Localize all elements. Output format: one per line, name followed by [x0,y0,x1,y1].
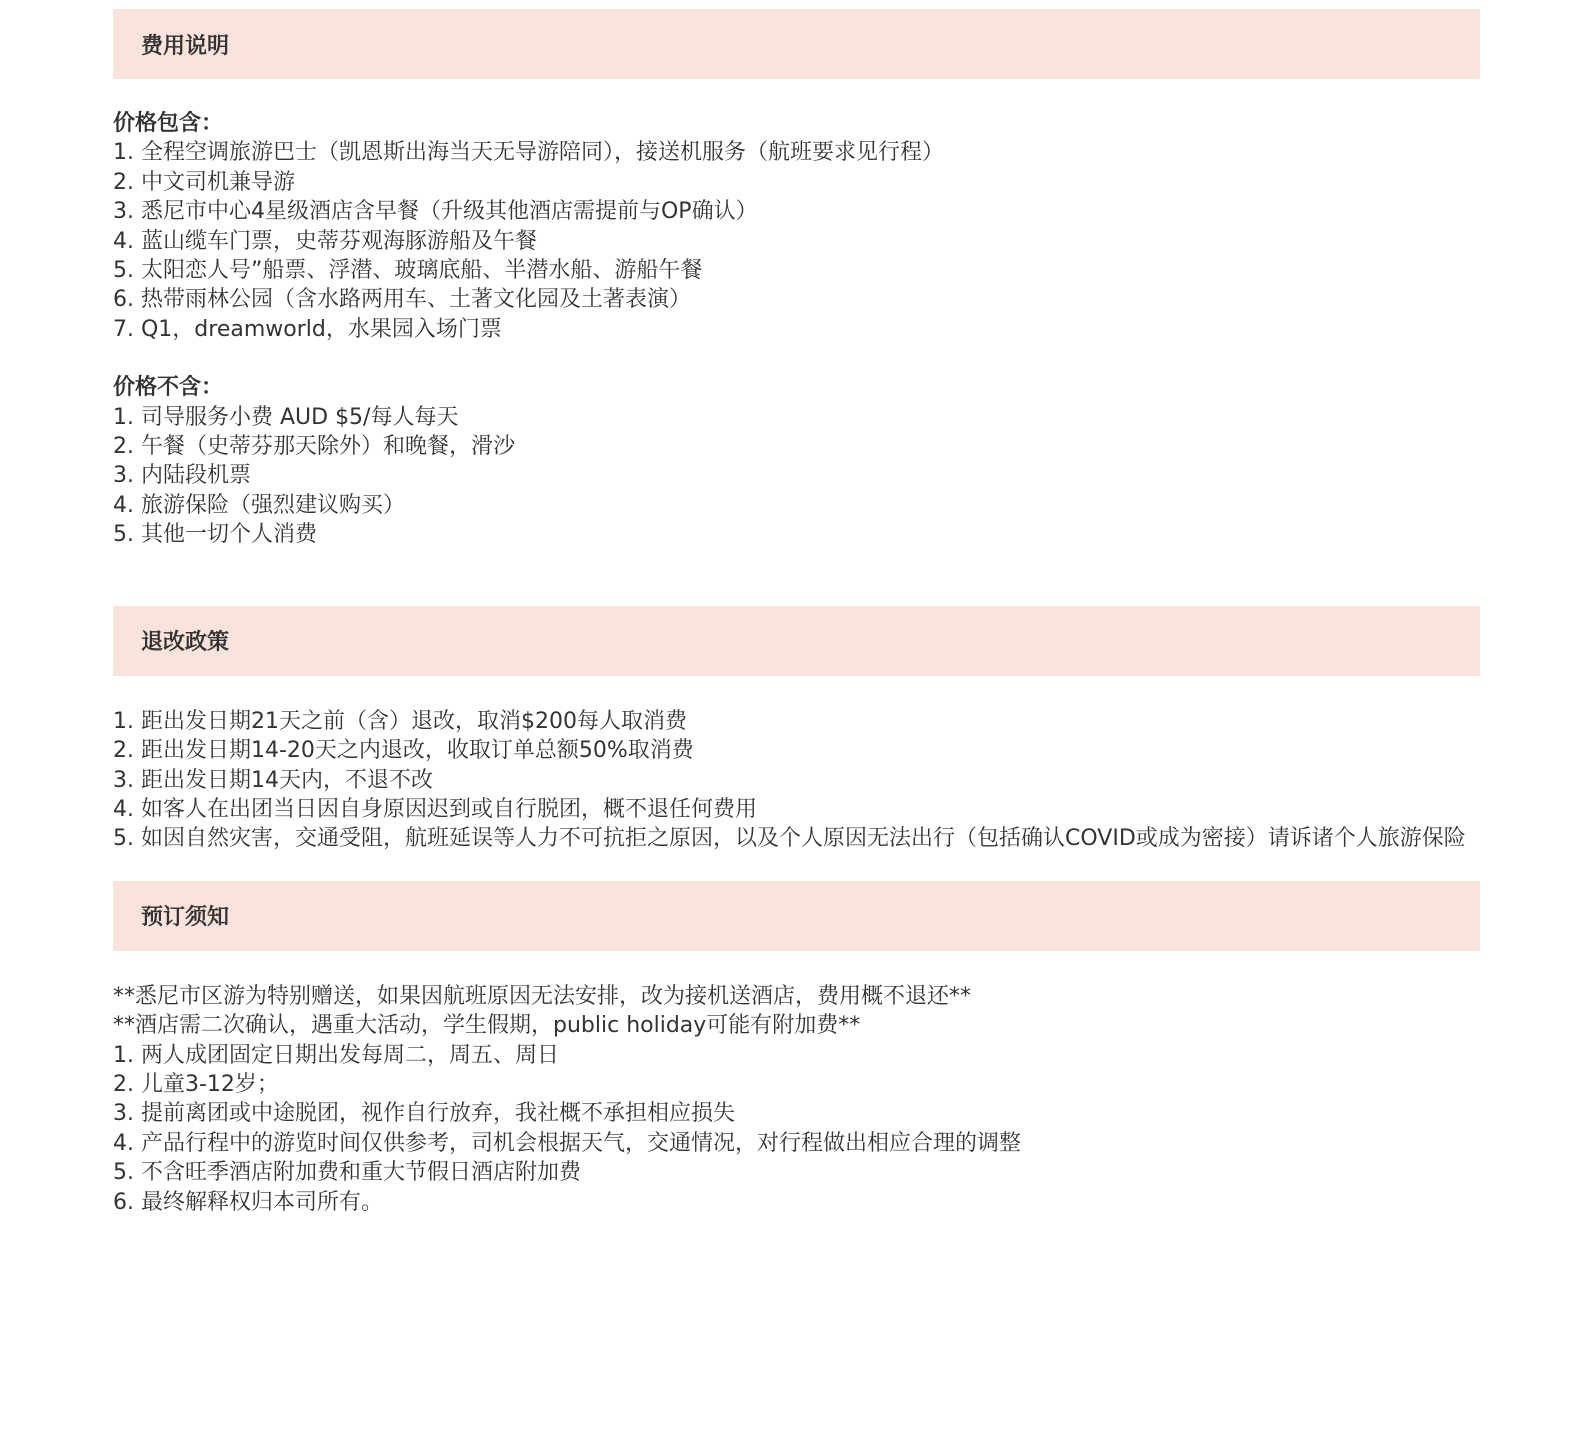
refund-policy-block [113,707,1480,854]
booking-item: 1. 两人成团固定日期出发每周二，周五、周日 [113,1042,559,1068]
refund-item: 1. 距出发日期21天之前（含）退改，取消$200每人取消费 [113,708,687,734]
booking-item: 5. 不含旺季酒店附加费和重大节假日酒店附加费 [113,1160,581,1186]
excluded-item: 5. 其他一切个人消费 [113,522,317,548]
booking-section-title: 预订须知 [141,905,230,931]
refund-item: 4. 如客人在出团当日因自身原因迟到或自行脱团，概不退任何费用 [113,796,757,822]
fees-excluded-block [113,373,1480,549]
excluded-item: 3. 内陆段机票 [113,463,251,489]
refund-item: 5. 如因自然灾害，交通受阻，航班延误等人力不可抗拒之原因，以及个人原因无法出行（包括确认COVID或成为密接）请诉诸个人旅游保险 [113,826,1466,852]
refund-item: 2. 距出发日期14-20天之内退改，收取订单总额50%取消费 [113,738,694,764]
booking-item: 3. 提前离团或中途脱团，视作自行放弃，我社概不承担相应损失 [113,1101,735,1127]
included-label: 价格包含： [113,111,224,136]
included-item: 7. Q1，dreamworld，水果园入场门票 [113,316,502,342]
booking-item: 6. 最终解释权归本司所有。 [113,1189,383,1215]
included-item: 6. 热带雨林公园（含水路两用车、土著文化园及土著表演） [113,287,691,313]
included-item: 3. 悉尼市中心4星级酒店含早餐（升级其他酒店需提前与OP确认） [113,199,758,225]
booking-item: **悉尼市区游为特别赠送，如果因航班原因无法安排，改为接机送酒店，费用概不退还** [113,983,972,1009]
booking-item: **酒店需二次确认，遇重大活动，学生假期，public holiday可能有附加费** [113,1013,861,1039]
excluded-item: 2. 午餐（史蒂芬那天除外）和晚餐，滑沙 [113,434,515,460]
fees-section-title: 费用说明 [141,33,230,59]
booking-item: 4. 产品行程中的游览时间仅供参考，司机会根据天气，交通情况，对行程做出相应合理的调整 [113,1130,1021,1156]
refund-section-header [113,606,1480,676]
refund-section-title: 退改政策 [141,630,230,656]
excluded-item: 1. 司导服务小费 AUD $5/每人每天 [113,404,459,430]
content-column [113,9,1480,1217]
included-item: 1. 全程空调旅游巴士（凯恩斯出海当天无导游陪同），接送机服务（航班要求见行程） [113,140,944,166]
excluded-label: 价格不含： [113,375,224,401]
booking-section-header [113,881,1480,951]
fees-section-header [113,9,1480,79]
included-item: 2. 中文司机兼导游 [113,169,295,195]
fees-included-block [113,109,1480,344]
booking-item: 2. 儿童3-12岁； [113,1071,279,1097]
booking-notes-block [113,982,1480,1217]
included-item: 4. 蓝山缆车门票，史蒂芬观海豚游船及午餐 [113,228,537,254]
excluded-item: 4. 旅游保险（强烈建议购买） [113,492,405,518]
refund-item: 3. 距出发日期14天内，不退不改 [113,767,433,793]
included-item: 5. 太阳恋人号”船票、浮潜、玻璃底船、半潜水船、游船午餐 [113,258,703,284]
